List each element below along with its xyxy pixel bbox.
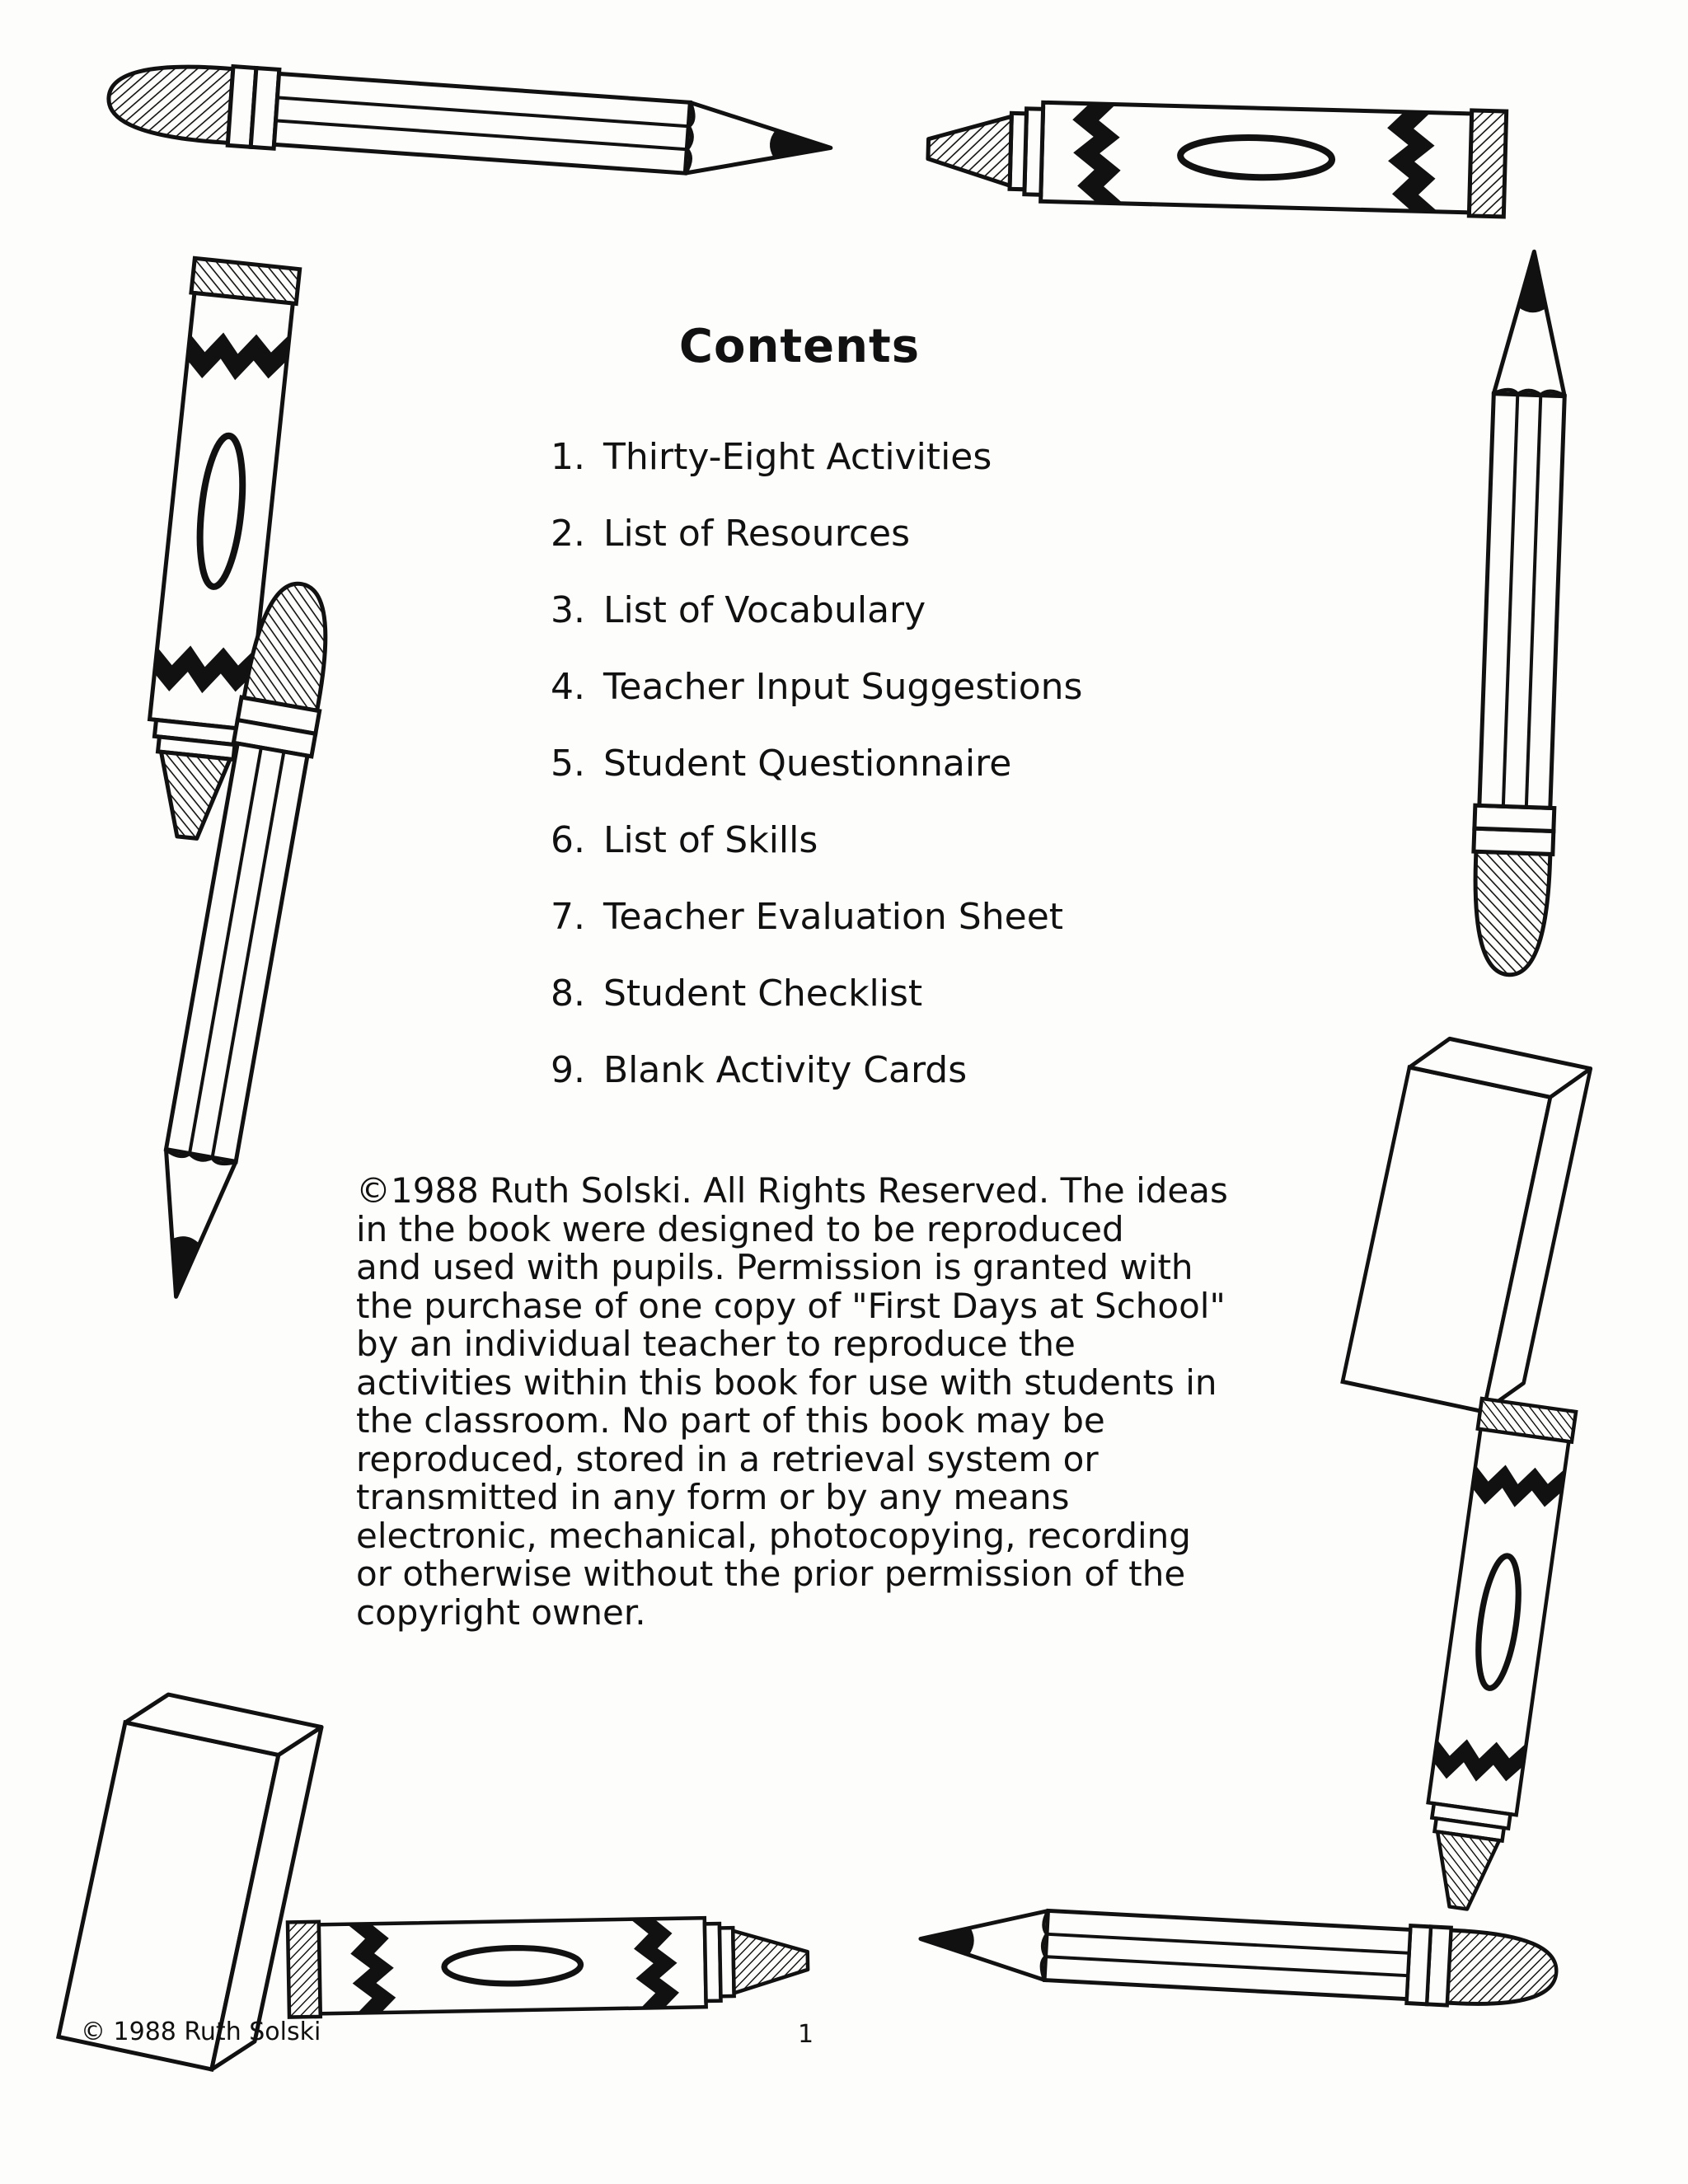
crayon-top-right-icon (927, 96, 1507, 217)
contents-item-label: Blank Activity Cards (603, 1049, 968, 1091)
page-number: 1 (798, 2020, 814, 2049)
contents-item (519, 1042, 1082, 1118)
contents-item-label: Thirty-Eight Activities (603, 436, 992, 478)
contents-item (519, 658, 1082, 735)
contents-item (519, 965, 1082, 1042)
contents-item-label: Student Checklist (603, 972, 923, 1015)
crayon-bottom-left-icon (288, 1913, 809, 2017)
pencil-bottom-right-icon (918, 1900, 1559, 2010)
page-title: Contents (678, 319, 921, 373)
contents-item-number: 6. (551, 819, 585, 861)
contents-item-label: Student Questionnaire (603, 743, 1012, 785)
contents-item (519, 582, 1082, 658)
contents-item-number: 4. (551, 666, 585, 708)
contents-item (519, 888, 1082, 965)
contents-item-label: Teacher Evaluation Sheet (603, 896, 1064, 938)
crayon-right-lower-icon (1411, 1399, 1576, 1915)
contents-item-number: 2. (551, 513, 585, 555)
contents-item-label: List of Skills (603, 819, 818, 861)
contents-item-number: 3. (551, 589, 585, 631)
copyright-notice: ©1988 Ruth Solski. All Rights Reserved. The ideas in the book were designed to be reproduced and used with pupils. Permission is granted with the purchase of one copy of "First Days at School" by an individual teacher to reproduce the activities within this book for use with students in the classroom. No part of this book may be reproduced, stored in a retrieval system or transmitted in any form or by any means electronic, mechanical, photocopying, recording or otherwise without the prior permission of the copyright owner. (356, 1170, 1228, 1633)
contents-item (519, 429, 1082, 505)
contents-item (519, 735, 1082, 812)
eraser-right-middle-icon (1343, 1032, 1591, 1418)
contents-item-number: 9. (551, 1049, 585, 1091)
contents-item-number: 5. (551, 743, 585, 785)
contents-item-number: 7. (551, 896, 585, 938)
pencil-top-left-icon (106, 58, 834, 187)
contents-item-label: Teacher Input Suggestions (603, 666, 1083, 708)
contents-item-label: List of Resources (603, 513, 911, 555)
contents-item-number: 8. (551, 972, 585, 1015)
contents-item (519, 812, 1082, 888)
contents-item-label: List of Vocabulary (603, 589, 926, 631)
contents-list (519, 429, 1082, 1118)
contents-item-number: 1. (551, 436, 585, 478)
contents-item (519, 505, 1082, 582)
footer-copyright: © 1988 Ruth Solski (81, 2018, 321, 2046)
